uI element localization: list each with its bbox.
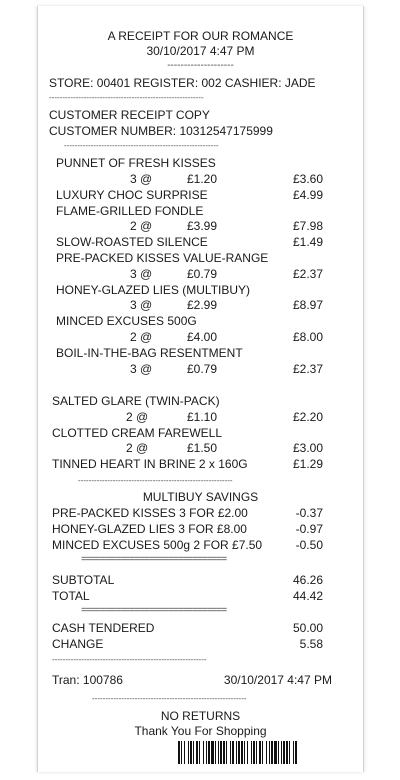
barcode-bar bbox=[244, 741, 245, 764]
item-amount: £7.98 bbox=[292, 219, 323, 233]
barcode-bar bbox=[262, 741, 263, 764]
barcode-bar bbox=[247, 741, 248, 764]
barcode-bar bbox=[223, 741, 225, 764]
item-name: TINNED HEART IN BRINE 2 x 160G bbox=[52, 457, 248, 471]
item-unit-price: £2.99 bbox=[187, 298, 218, 312]
barcode-bar bbox=[215, 741, 216, 764]
barcode-bar bbox=[289, 741, 290, 764]
item-name: PUNNET OF FRESH KISSES bbox=[56, 156, 216, 170]
separator: ---------------------------------------------------------- bbox=[52, 655, 207, 664]
item-amount: £8.00 bbox=[292, 330, 323, 344]
separator: ---------------------------------------------------------- bbox=[49, 93, 204, 102]
change-label: CHANGE bbox=[52, 637, 104, 651]
barcode-bar bbox=[283, 741, 285, 764]
total-label: TOTAL bbox=[52, 589, 90, 603]
item-unit-price: £3.99 bbox=[187, 219, 218, 233]
barcode-bar bbox=[196, 741, 198, 764]
item-qty: 3 @ bbox=[130, 267, 153, 281]
cash-tendered-label: CASH TENDERED bbox=[52, 621, 155, 635]
item-qty: 2 @ bbox=[126, 441, 149, 455]
barcode-bar bbox=[218, 741, 219, 764]
item-qty: 3 @ bbox=[130, 298, 153, 312]
no-returns: NO RETURNS bbox=[160, 709, 241, 723]
separator: ============================== bbox=[81, 605, 227, 616]
barcode-bar bbox=[208, 741, 210, 764]
item-amount: £8.97 bbox=[292, 298, 323, 312]
barcode-bar bbox=[220, 741, 222, 764]
item-name: PRE-PACKED KISSES VALUE-RANGE bbox=[56, 251, 269, 265]
barcode-bar bbox=[230, 741, 231, 764]
barcode-bar bbox=[193, 741, 194, 764]
item-qty: 2 @ bbox=[130, 219, 153, 233]
barcode-bar bbox=[256, 741, 257, 764]
barcode-bar bbox=[238, 741, 240, 764]
item-unit-price: £1.20 bbox=[187, 172, 218, 186]
barcode-bar bbox=[281, 741, 282, 764]
item-amount: £2.37 bbox=[292, 267, 323, 281]
transaction-datetime: 30/10/2017 4:47 PM bbox=[223, 673, 332, 687]
item-amount: £1.49 bbox=[292, 235, 323, 249]
receipt-datetime: 30/10/2017 4:47 PM bbox=[146, 44, 255, 58]
store-register-cashier: STORE: 00401 REGISTER: 002 CASHIER: JADE bbox=[49, 76, 316, 90]
barcode-bar bbox=[236, 741, 237, 764]
item-name: CLOTTED CREAM FAREWELL bbox=[52, 426, 223, 440]
subtotal-amount: 46.26 bbox=[292, 573, 323, 587]
barcode-bar bbox=[271, 741, 273, 764]
item-unit-price: £0.79 bbox=[187, 362, 218, 376]
customer-receipt-copy: CUSTOMER RECEIPT COPY bbox=[49, 108, 210, 122]
transaction-number: Tran: 100786 bbox=[52, 673, 123, 687]
item-name: SALTED GLARE (TWIN-PACK) bbox=[52, 394, 220, 408]
barcode-icon bbox=[178, 741, 297, 764]
barcode-bar bbox=[259, 741, 261, 764]
savings-label: HONEY-GLAZED LIES 3 FOR £8.00 bbox=[52, 522, 247, 536]
item-name: BOIL-IN-THE-BAG RESENTMENT bbox=[56, 346, 243, 360]
item-amount: £2.20 bbox=[292, 410, 323, 424]
item-qty: 3 @ bbox=[130, 362, 153, 376]
savings-label: MINCED EXCUSES 500g 2 FOR £7.50 bbox=[52, 538, 263, 552]
barcode-bar bbox=[278, 741, 279, 764]
barcode-bar bbox=[188, 741, 189, 764]
customer-number: CUSTOMER NUMBER: 10312547175999 bbox=[49, 124, 273, 138]
savings-amount: -0.37 bbox=[295, 506, 323, 520]
total-amount: 44.42 bbox=[292, 589, 323, 603]
barcode-bar bbox=[184, 741, 185, 764]
barcode-bar bbox=[286, 741, 288, 764]
barcode-bar bbox=[206, 741, 207, 764]
item-unit-price: £1.50 bbox=[187, 441, 218, 455]
barcode-bar bbox=[178, 741, 180, 764]
separator: ---------------------------------------------------------- bbox=[92, 694, 247, 703]
cash-tendered-amount: 50.00 bbox=[292, 621, 323, 635]
separator: ---------------------------------------------------------- bbox=[64, 141, 219, 150]
item-amount: £2.37 bbox=[292, 362, 323, 376]
item-amount: £1.29 bbox=[292, 457, 323, 471]
item-name: SLOW-ROASTED SILENCE bbox=[56, 235, 208, 249]
barcode-bar bbox=[232, 741, 234, 764]
barcode-bar bbox=[181, 741, 182, 764]
item-unit-price: £0.79 bbox=[187, 267, 218, 281]
item-amount: £4.99 bbox=[292, 188, 323, 202]
barcode-bar bbox=[266, 741, 267, 764]
item-unit-price: £1.10 bbox=[187, 410, 218, 424]
barcode-bar bbox=[199, 741, 200, 764]
multibuy-savings-title: MULTIBUY SAVINGS bbox=[142, 490, 259, 504]
item-name: HONEY-GLAZED LIES (MULTIBUY) bbox=[56, 283, 251, 297]
barcode-bar bbox=[274, 741, 277, 764]
savings-label: PRE-PACKED KISSES 3 FOR £2.00 bbox=[52, 506, 248, 520]
item-amount: £3.60 bbox=[292, 172, 323, 186]
separator: ---------------------------------------------------------- bbox=[78, 476, 233, 485]
item-unit-price: £4.00 bbox=[187, 330, 218, 344]
barcode-bar bbox=[190, 741, 192, 764]
barcode-bar bbox=[251, 741, 252, 764]
item-qty: 3 @ bbox=[130, 172, 153, 186]
barcode-bar bbox=[295, 741, 297, 764]
separator: ============================== bbox=[81, 554, 227, 565]
savings-amount: -0.50 bbox=[295, 538, 323, 552]
barcode-bar bbox=[293, 741, 294, 764]
barcode-bar bbox=[269, 741, 270, 764]
item-qty: 2 @ bbox=[130, 330, 153, 344]
barcode-bar bbox=[203, 741, 204, 764]
savings-amount: -0.97 bbox=[295, 522, 323, 536]
item-amount: £3.00 bbox=[292, 441, 323, 455]
item-qty: 2 @ bbox=[126, 410, 149, 424]
barcode-bar bbox=[241, 741, 243, 764]
thank-you: Thank You For Shopping bbox=[134, 724, 267, 738]
item-name: MINCED EXCUSES 500G bbox=[56, 314, 197, 328]
subtotal-label: SUBTOTAL bbox=[52, 573, 115, 587]
barcode-bar bbox=[211, 741, 214, 764]
barcode-bar bbox=[226, 741, 227, 764]
item-name: LUXURY CHOC SURPRISE bbox=[56, 188, 208, 202]
barcode-bar bbox=[253, 741, 255, 764]
item-name: FLAME-GRILLED FONDLE bbox=[56, 204, 204, 218]
separator: -------------------- bbox=[167, 60, 234, 71]
receipt-paper bbox=[37, 6, 364, 772]
receipt-title: A RECEIPT FOR OUR ROMANCE bbox=[107, 29, 294, 43]
change-amount: 5.58 bbox=[299, 637, 323, 651]
